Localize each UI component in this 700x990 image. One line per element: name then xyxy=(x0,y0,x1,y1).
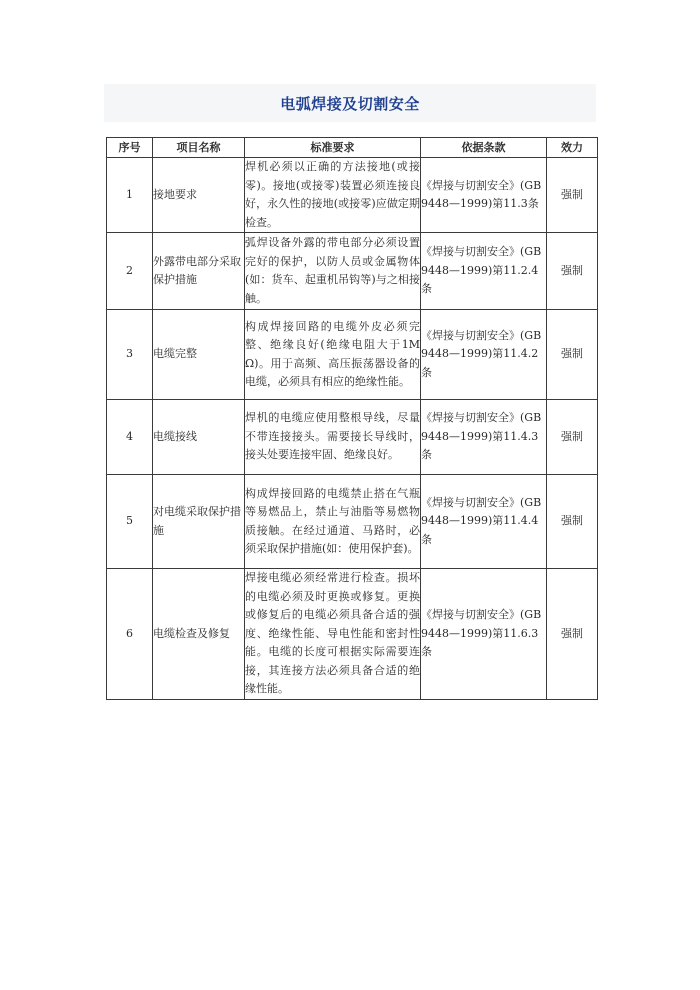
row-number: 6 xyxy=(107,569,153,700)
standard-requirement: 焊接电缆必须经常进行检查。损坏的电缆必须及时更换或修复。更换或修复后的电缆必须具备合适的强度、绝缘性能、导电性能和密封性能。电缆的长度可根据实际需要连接，其连接方法必须具备合适的绝缘性能。 xyxy=(245,569,421,700)
effect-badge: 强制 xyxy=(547,310,598,400)
item-name: 接地要求 xyxy=(153,158,245,233)
table-header-row xyxy=(107,138,598,158)
table-row xyxy=(107,158,598,233)
item-name: 电缆完整 xyxy=(153,310,245,400)
header-name: 项目名称 xyxy=(153,138,245,158)
item-name: 对电缆采取保护措施 xyxy=(153,475,245,569)
document-title: 电弧焊接及切割安全 xyxy=(280,94,420,113)
table-row xyxy=(107,310,598,400)
row-number: 5 xyxy=(107,475,153,569)
header-basis: 依据条款 xyxy=(421,138,547,158)
effect-badge: 强制 xyxy=(547,233,598,310)
item-name: 电缆检查及修复 xyxy=(153,569,245,700)
row-number: 3 xyxy=(107,310,153,400)
header-no: 序号 xyxy=(107,138,153,158)
basis-clause: 《焊接与切割安全》(GB9448—1999)第11.6.3条 xyxy=(421,569,547,700)
table-row xyxy=(107,400,598,475)
table-row xyxy=(107,475,598,569)
standard-requirement: 构成焊接回路的电缆禁止搭在气瓶等易燃品上，禁止与油脂等易燃物质接触。在经过通道、马路时，必须采取保护措施(如：使用保护套)。 xyxy=(245,475,421,569)
standard-requirement: 构成焊接回路的电缆外皮必须完整、绝缘良好(绝缘电阻大于1MΩ)。用于高频、高压振荡器设备的电缆，必须具有相应的绝缘性能。 xyxy=(245,310,421,400)
effect-badge: 强制 xyxy=(547,158,598,233)
basis-clause: 《焊接与切割安全》(GB9448—1999)第11.4.2条 xyxy=(421,310,547,400)
title-banner xyxy=(104,84,596,122)
effect-badge: 强制 xyxy=(547,475,598,569)
row-number: 2 xyxy=(107,233,153,310)
item-name: 外露带电部分采取保护措施 xyxy=(153,233,245,310)
standard-requirement: 焊机必须以正确的方法接地(或接零)。接地(或接零)装置必须连接良好，永久性的接地(或接零)应做定期检查。 xyxy=(245,158,421,233)
basis-clause: 《焊接与切割安全》(GB9448—1999)第11.4.3条 xyxy=(421,400,547,475)
table-row xyxy=(107,569,598,700)
item-name: 电缆接线 xyxy=(153,400,245,475)
effect-badge: 强制 xyxy=(547,569,598,700)
safety-requirements-table xyxy=(106,137,598,700)
table-row xyxy=(107,233,598,310)
row-number: 4 xyxy=(107,400,153,475)
standard-requirement: 焊机的电缆应使用整根导线，尽量不带连接接头。需要接长导线时，接头处要连接牢固、绝缘良好。 xyxy=(245,400,421,475)
row-number: 1 xyxy=(107,158,153,233)
basis-clause: 《焊接与切割安全》(GB9448—1999)第11.3条 xyxy=(421,158,547,233)
basis-clause: 《焊接与切割安全》(GB9448—1999)第11.4.4条 xyxy=(421,475,547,569)
basis-clause: 《焊接与切割安全》(GB9448—1999)第11.2.4条 xyxy=(421,233,547,310)
header-standard: 标准要求 xyxy=(245,138,421,158)
header-effect: 效力 xyxy=(547,138,598,158)
effect-badge: 强制 xyxy=(547,400,598,475)
standard-requirement: 弧焊设备外露的带电部分必须设置完好的保护，以防人员或金属物体(如：货车、起重机吊钩等)与之相接触。 xyxy=(245,233,421,310)
